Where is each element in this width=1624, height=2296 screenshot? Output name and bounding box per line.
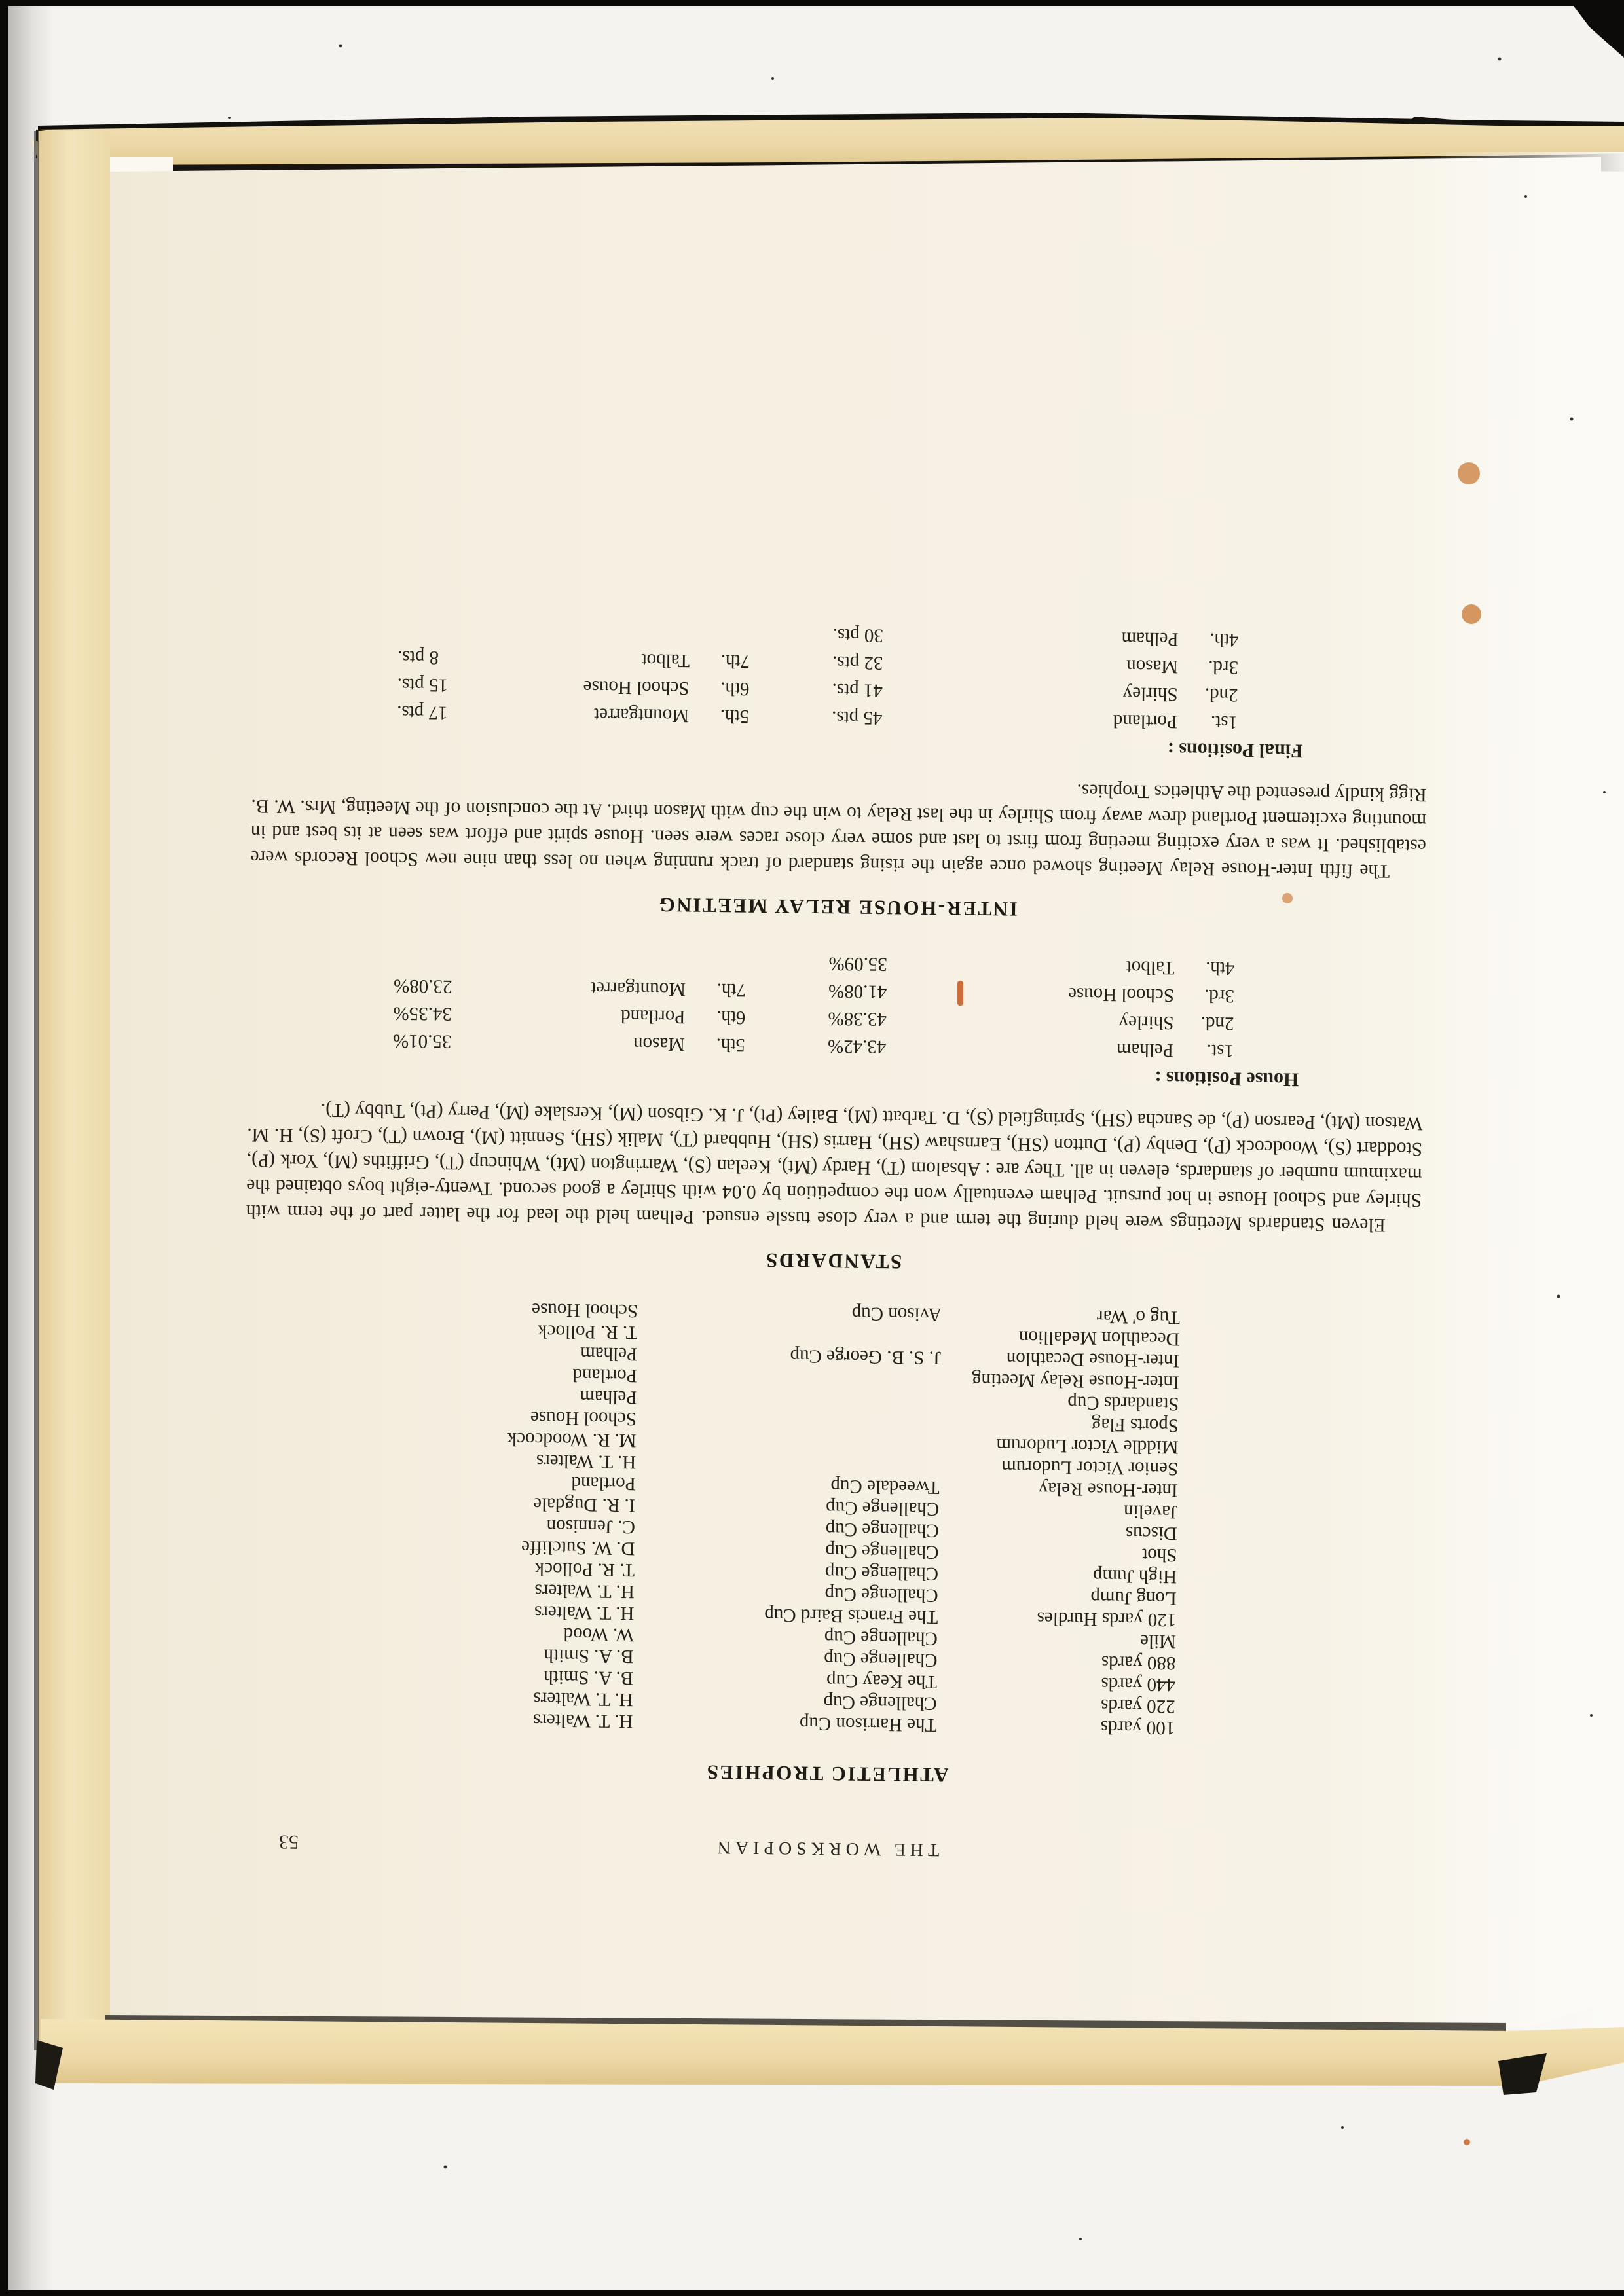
position-row <box>829 673 1238 706</box>
rank: 5th. <box>716 1034 746 1056</box>
house: Mason <box>633 1033 686 1055</box>
value: 35.09% <box>828 953 888 975</box>
trophy-cell: Challenge Cup <box>825 1540 939 1563</box>
house: Pelham <box>1121 628 1179 650</box>
rank: 6th. <box>716 1006 746 1029</box>
event-cell: Discus <box>1125 1522 1178 1544</box>
athletic-trophies-table <box>240 1295 1180 1738</box>
value: 8 pts. <box>397 646 439 668</box>
winner-cell: B. A. Smith <box>544 1645 634 1667</box>
trophy-cell <box>637 1391 940 1395</box>
trophy-cell: J. S. B. George Cup <box>790 1345 942 1369</box>
value: 30 pts. <box>832 624 884 646</box>
position-row <box>830 646 1238 678</box>
position-row <box>392 996 745 1029</box>
winner-cell: Portland <box>572 1364 637 1387</box>
winner-cell: H. T. Walters <box>532 1709 633 1732</box>
trophy-cell: Tweedale Cup <box>830 1475 940 1498</box>
house: Mason <box>1126 655 1179 678</box>
rank: 2nd. <box>1204 683 1238 706</box>
house: Mountgarret <box>590 977 686 1000</box>
house: Shirley <box>1122 683 1178 705</box>
trophy-cell: The Francis Baird Cup <box>764 1604 938 1628</box>
house: School House <box>1067 983 1175 1006</box>
value: 41.08% <box>828 980 887 1002</box>
house: Pelham <box>1116 1039 1174 1061</box>
event-cell: Inter-House Relay Meeting <box>971 1369 1179 1393</box>
position-row <box>825 1002 1234 1034</box>
value: 41 pts. <box>832 679 883 701</box>
house: Portland <box>620 1005 686 1028</box>
standards-heading: STANDARDS <box>764 1248 902 1274</box>
position-row <box>826 947 1234 979</box>
position-row <box>826 974 1234 1007</box>
winner-cell: M. R. Woodcock <box>507 1428 637 1451</box>
rank: 7th. <box>716 979 747 1001</box>
trophy-cell <box>636 1456 940 1460</box>
house-positions-label: House Positions : <box>1154 1066 1299 1091</box>
trophy-cell: Challenge Cup <box>825 1518 940 1541</box>
value: 15 pts. <box>397 674 449 696</box>
winner-cell: B. A. Smith <box>543 1666 634 1689</box>
value: 45 pts. <box>831 706 883 729</box>
event-cell: High Jump <box>1092 1565 1177 1588</box>
rank: 5th. <box>720 705 750 727</box>
trophy-cell: The Keay Cup <box>826 1669 938 1692</box>
value: 32 pts. <box>832 651 883 674</box>
value: 23.08% <box>393 975 452 997</box>
winner-cell: Pelham <box>580 1386 637 1408</box>
event-cell: 880 yards <box>1101 1652 1176 1674</box>
event-cell: Inter-House Decathlon <box>1006 1348 1180 1372</box>
winner-cell: Pelham <box>580 1343 638 1365</box>
trophy-cell: Challenge Cup <box>825 1497 940 1520</box>
trophy-cell: Challenge Cup <box>823 1691 937 1714</box>
winner-cell: D. W. Sutcliffe <box>521 1537 635 1559</box>
trophy-cell <box>637 1434 940 1438</box>
value: 43.42% <box>827 1035 887 1057</box>
event-cell: Javelin <box>1123 1501 1178 1523</box>
winner-cell: H. T. Walters <box>534 1601 635 1624</box>
position-row <box>396 668 749 700</box>
event-cell: Shot <box>1142 1544 1177 1566</box>
winner-cell: I. R. Dugdale <box>532 1493 636 1516</box>
athletic-trophies-heading: ATHLETIC TROPHIES <box>705 1760 949 1787</box>
house: School House <box>583 676 690 699</box>
event-cell: 440 yards <box>1101 1673 1176 1696</box>
relay-paragraph: The fifth Inter-House Relay Meeting showed once again the rising standard of track running when no less than nine new School Records were established. It was a very exciting meeting from first to last and some very close races were seen. House spirit and effort was seen at its best and in mounting excitement Portland drew away from Shirley in the last Relay to win the cup with Mason third. At the conclusion of the Meeting, Mrs. W. B. Rigg kindly presented the Athletics Trophies. <box>250 780 1427 882</box>
rank: 3rd. <box>1204 985 1235 1007</box>
position-row <box>396 640 750 672</box>
rank: 2nd. <box>1200 1012 1234 1034</box>
winner-cell: H. T. Walters <box>536 1450 637 1473</box>
winner-cell: School House <box>530 1407 637 1430</box>
magazine-title: THE WORKSOPIAN <box>712 1836 940 1861</box>
event-cell: 120 yards Hurdles <box>1037 1607 1177 1631</box>
rank: 1st. <box>1210 711 1238 733</box>
trophy-cell <box>637 1413 940 1417</box>
winner-cell: H. T. Walters <box>534 1580 635 1603</box>
event-cell: 100 yards <box>1100 1717 1175 1739</box>
event-cell: Sports Flag <box>1091 1413 1179 1436</box>
value: 43.38% <box>828 1008 887 1030</box>
event-cell: Senior Victor Ludorum <box>1001 1456 1179 1480</box>
event-cell: Tug o' War <box>1096 1305 1181 1328</box>
value: 17 pts. <box>396 701 448 723</box>
event-cell: Long Jump <box>1090 1586 1177 1609</box>
house: Talbot <box>1126 957 1175 979</box>
running-header <box>238 1825 1414 1867</box>
position-row <box>830 618 1238 651</box>
position-row <box>392 1024 745 1056</box>
rank: 1st. <box>1206 1040 1234 1062</box>
rank: 7th. <box>720 650 750 672</box>
trophy-cell: Challenge Cup <box>824 1648 938 1671</box>
winner-cell: W. Wood <box>563 1623 635 1646</box>
foxing-spot <box>1464 2139 1470 2145</box>
house-positions-table <box>248 939 1235 1061</box>
house: Shirley <box>1118 1011 1174 1034</box>
event-cell: 220 yards <box>1100 1695 1175 1717</box>
event-cell: Standards Cup <box>1067 1392 1179 1415</box>
rank: 3rd. <box>1208 656 1239 678</box>
event-cell: Mile <box>1139 1630 1177 1652</box>
event-cell: Decathlon Medallion <box>1018 1326 1180 1350</box>
winner-cell: T. R. Pollock <box>534 1558 635 1581</box>
winner-cell: School House <box>531 1299 638 1322</box>
page-content <box>99 155 1572 2035</box>
rank: 4th. <box>1205 957 1235 979</box>
trophy-cell: Challenge Cup <box>824 1626 938 1649</box>
event-cell: Inter-House Relay <box>1038 1478 1178 1501</box>
relay-meeting-heading: INTER-HOUSE RELAY MEETING <box>657 893 1018 921</box>
house: Talbot <box>641 649 690 672</box>
trophy-cell <box>638 1326 942 1330</box>
position-row <box>396 695 749 727</box>
winner-cell: C. Jennison <box>546 1515 636 1538</box>
rank: 4th. <box>1209 629 1239 651</box>
trophy-cell <box>637 1370 941 1374</box>
rank: 6th. <box>720 678 750 700</box>
trophy-cell: Challenge Cup <box>824 1561 939 1584</box>
position-row <box>392 969 746 1001</box>
page-number: 53 <box>278 1831 299 1853</box>
trophy-cell: Avison Cup <box>851 1303 942 1326</box>
house: Portland <box>1113 710 1178 733</box>
trophy-cell: The Harrison Cup <box>799 1713 937 1736</box>
position-row <box>829 701 1238 733</box>
value: 35.01% <box>392 1030 452 1052</box>
event-cell: Middle Victor Ludorum <box>996 1434 1179 1458</box>
position-row <box>825 1029 1234 1062</box>
house: Mountgarret <box>593 704 690 727</box>
trophy-cell: Challenge Cup <box>824 1583 938 1606</box>
winner-cell: Portland <box>571 1472 636 1495</box>
winner-cell: H. T. Walters <box>533 1688 633 1711</box>
value: 34.35% <box>393 1002 452 1025</box>
winner-cell: T. R. Pollock <box>537 1321 638 1343</box>
final-positions-table <box>252 611 1239 733</box>
standards-paragraph: Eleven Standards Meetings were held during the term and a very close tussle ensued. Pelham held the lead for the latter part of the term with Shirley and School House in hot pursuit. Pelham eventually won the competition by 0.04 with Shirley a good second. Twenty-eight boys obtained the maximum number of standards, eleven in all. They are : Absalom (T), Hardy (Mt), Keelan (S), Warrington (Mt), Whincup (T), Griffiths (M), York (P), Stoddart (S), Woodcock (P), Denby (P), Dutton (SH), Earnshaw (SH), Harris (SH), Hubbard (T), Malik (SH), Sennitt (M), Brown (T), Croft (S), H. M. Watson (Mt), Pearson (P), de Sancha (SH), Springfield (S), D. Tarbatt (M), Bailey (Pt), J. K. Gibson (M), Kerslake (M), Perry (Pt), Tubby (T). <box>246 1099 1423 1236</box>
final-positions-label: Final Positions : <box>1167 738 1303 762</box>
